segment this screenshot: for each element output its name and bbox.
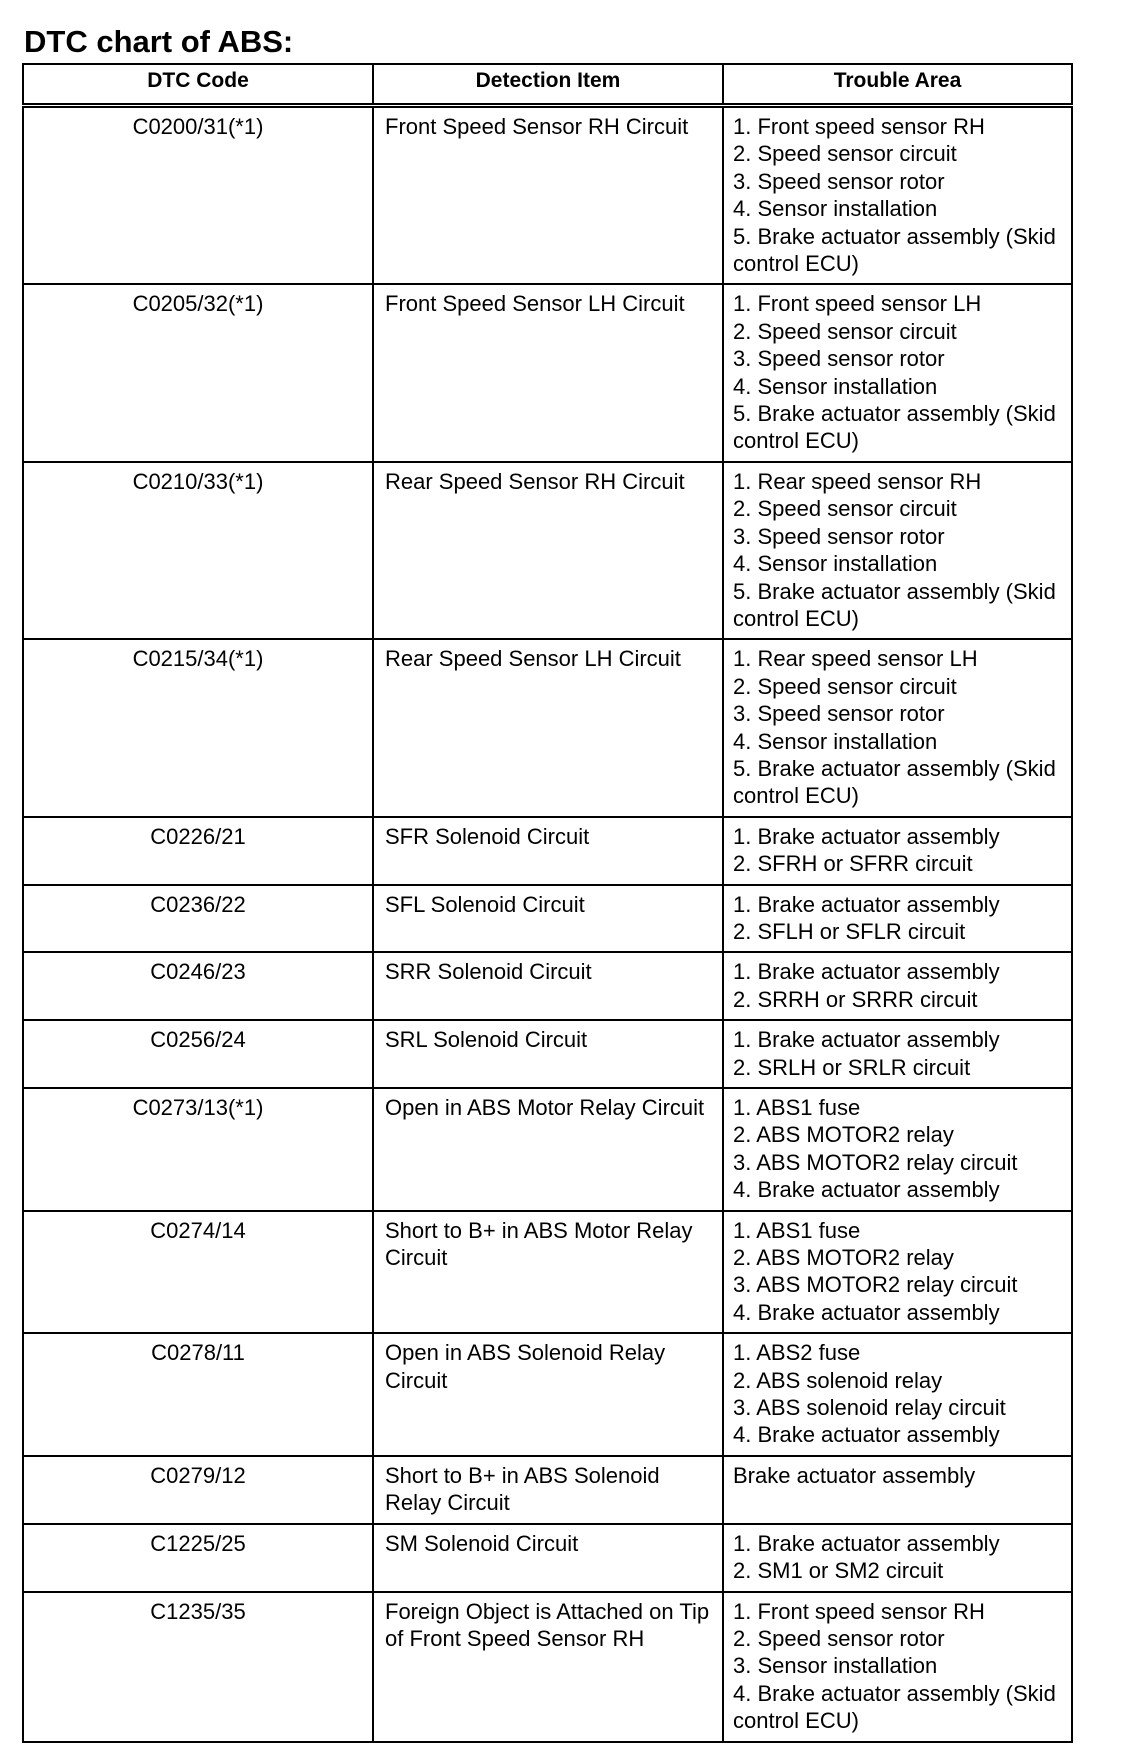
trouble-area-cell — [723, 817, 1072, 885]
trouble-area-cell — [723, 1211, 1072, 1334]
dtc-code-cell: C0278/11 — [23, 1333, 373, 1456]
trouble-area-item: 4. Brake actuator assembly — [733, 1422, 1000, 1448]
detection-item-cell: SRL Solenoid Circuit — [373, 1020, 723, 1088]
trouble-area-item: 4. Sensor installation — [733, 551, 938, 577]
detection-item-cell: Front Speed Sensor LH Circuit — [373, 284, 723, 461]
trouble-area-item: 2. SRLH or SRLR circuit — [733, 1054, 971, 1080]
detection-item-cell: Foreign Object is Attached on Tip of Front Speed Sensor RH — [373, 1592, 723, 1742]
table-row — [23, 1524, 1072, 1592]
detection-item-cell: SFR Solenoid Circuit — [373, 817, 723, 885]
trouble-area-item: 1. Brake actuator assembly — [733, 1530, 1000, 1556]
dtc-code-cell: C0246/23 — [23, 952, 373, 1020]
trouble-area-cell — [723, 1088, 1072, 1211]
trouble-area-item: 3. Sensor installation — [733, 1653, 938, 1679]
trouble-area-item: 2. Speed sensor circuit — [733, 318, 957, 344]
trouble-area-cell — [723, 885, 1072, 953]
table-row — [23, 1456, 1072, 1524]
table-row — [23, 1211, 1072, 1334]
table-row — [23, 284, 1072, 461]
column-header-dtc-code: DTC Code — [23, 64, 373, 106]
table-row — [23, 1088, 1072, 1211]
trouble-area-item: 2. Speed sensor circuit — [733, 141, 957, 167]
dtc-code-cell: C0273/13(*1) — [23, 1088, 373, 1211]
trouble-area-item: 3. ABS MOTOR2 relay circuit — [733, 1149, 1018, 1175]
trouble-area-item: 1. Brake actuator assembly — [733, 891, 1000, 917]
detection-item-cell: Open in ABS Solenoid Relay Circuit — [373, 1333, 723, 1456]
trouble-area-item: 2. SFRH or SFRR circuit — [733, 851, 973, 877]
trouble-area-item: 3. Speed sensor rotor — [733, 523, 945, 549]
table-row — [23, 952, 1072, 1020]
detection-item-cell: SRR Solenoid Circuit — [373, 952, 723, 1020]
detection-item-cell: Open in ABS Motor Relay Circuit — [373, 1088, 723, 1211]
table-row — [23, 1592, 1072, 1742]
trouble-area-cell — [723, 1020, 1072, 1088]
trouble-area-item: 1. Rear speed sensor LH — [733, 646, 978, 672]
trouble-area-item: 2. ABS MOTOR2 relay — [733, 1122, 954, 1148]
trouble-area-item: 1. Brake actuator assembly — [733, 1027, 1000, 1053]
dtc-code-cell: C1235/35 — [23, 1592, 373, 1742]
dtc-code-cell: C0256/24 — [23, 1020, 373, 1088]
table-header-row — [23, 64, 1072, 106]
page-title: DTC chart of ABS: — [24, 24, 294, 59]
table-row — [23, 817, 1072, 885]
trouble-area-item: 1. Front speed sensor LH — [733, 291, 982, 317]
dtc-code-cell: C0236/22 — [23, 885, 373, 953]
detection-item-cell: Rear Speed Sensor RH Circuit — [373, 462, 723, 639]
detection-item-cell: SFL Solenoid Circuit — [373, 885, 723, 953]
dtc-code-cell: C0274/14 — [23, 1211, 373, 1334]
table-row — [23, 885, 1072, 953]
trouble-area-item: 3. Speed sensor rotor — [733, 346, 945, 372]
dtc-code-cell: C0215/34(*1) — [23, 639, 373, 816]
dtc-code-cell: C0200/31(*1) — [23, 106, 373, 285]
trouble-area-item: 1. ABS1 fuse — [733, 1095, 861, 1120]
table-row — [23, 1333, 1072, 1456]
trouble-area-item: 2. Speed sensor circuit — [733, 673, 957, 699]
trouble-area-item: 2. ABS MOTOR2 relay — [733, 1245, 954, 1271]
trouble-area-item: 2. Speed sensor circuit — [733, 496, 957, 522]
column-header-trouble-area: Trouble Area — [723, 64, 1072, 106]
trouble-area-item: 1. ABS2 fuse — [733, 1340, 861, 1366]
detection-item-cell: Rear Speed Sensor LH Circuit — [373, 639, 723, 816]
trouble-area-item: 3. Speed sensor rotor — [733, 168, 945, 194]
dtc-code-cell: C0210/33(*1) — [23, 462, 373, 639]
table-body — [23, 106, 1072, 1742]
trouble-area-item: 4. Brake actuator assembly — [733, 1299, 1000, 1325]
trouble-area-item: 5. Brake actuator assembly (Skid control ECU) — [733, 401, 1056, 454]
trouble-area-item: 2. SRRH or SRRR circuit — [733, 986, 978, 1012]
trouble-area-item: 1. ABS1 fuse — [733, 1217, 861, 1243]
table-row — [23, 1020, 1072, 1088]
trouble-area-item: 3. Speed sensor rotor — [733, 701, 945, 727]
table-row — [23, 639, 1072, 816]
dtc-code-cell: C0279/12 — [23, 1456, 373, 1524]
column-header-detection-item: Detection Item — [373, 64, 723, 106]
trouble-area-item: 4. Brake actuator assembly — [733, 1177, 1000, 1203]
trouble-area-item: 2. SFLH or SFLR circuit — [733, 918, 966, 944]
trouble-area-cell — [723, 1524, 1072, 1592]
trouble-area-item: 5. Brake actuator assembly (Skid control ECU) — [733, 578, 1056, 631]
trouble-area-cell — [723, 284, 1072, 461]
trouble-area-cell — [723, 1333, 1072, 1456]
trouble-area-item: 2. ABS solenoid relay — [733, 1367, 943, 1393]
trouble-area-item: 1. Front speed sensor RH — [733, 114, 985, 139]
trouble-area-item: 1. Rear speed sensor RH — [733, 468, 982, 494]
trouble-area-item: 4. Sensor installation — [733, 373, 938, 399]
trouble-area-cell — [723, 1592, 1072, 1742]
trouble-area-item: 5. Brake actuator assembly (Skid control ECU) — [733, 223, 1056, 277]
trouble-area-cell — [723, 1456, 1072, 1524]
trouble-area-item: 3. ABS solenoid relay circuit — [733, 1395, 1006, 1421]
dtc-code-cell: C0205/32(*1) — [23, 284, 373, 461]
trouble-area-item: 4. Sensor installation — [733, 728, 938, 754]
detection-item-cell: Short to B+ in ABS Motor Relay Circuit — [373, 1211, 723, 1334]
trouble-area-cell — [723, 952, 1072, 1020]
table-row — [23, 462, 1072, 639]
trouble-area-item: 4. Brake actuator assembly (Skid control ECU) — [733, 1680, 1056, 1734]
detection-item-cell: Short to B+ in ABS Solenoid Relay Circuit — [373, 1456, 723, 1524]
trouble-area-item: 5. Brake actuator assembly (Skid control ECU) — [733, 755, 1056, 809]
trouble-area-item: 1. Brake actuator assembly — [733, 823, 1000, 849]
trouble-area-item: Brake actuator assembly — [733, 1462, 976, 1488]
trouble-area-cell — [723, 106, 1072, 285]
detection-item-cell: Front Speed Sensor RH Circuit — [373, 106, 723, 285]
trouble-area-item: 4. Sensor installation — [733, 196, 938, 222]
trouble-area-item: 2. SM1 or SM2 circuit — [733, 1558, 944, 1584]
dtc-code-cell: C0226/21 — [23, 817, 373, 885]
trouble-area-item: 3. ABS MOTOR2 relay circuit — [733, 1272, 1018, 1298]
trouble-area-item: 1. Brake actuator assembly — [733, 959, 1000, 985]
dtc-table — [22, 63, 1073, 1743]
detection-item-cell: SM Solenoid Circuit — [373, 1524, 723, 1592]
trouble-area-cell — [723, 639, 1072, 816]
trouble-area-cell — [723, 462, 1072, 639]
trouble-area-item: 1. Front speed sensor RH — [733, 1598, 985, 1624]
table-row — [23, 106, 1072, 285]
dtc-code-cell: C1225/25 — [23, 1524, 373, 1592]
trouble-area-item: 2. Speed sensor rotor — [733, 1625, 945, 1651]
